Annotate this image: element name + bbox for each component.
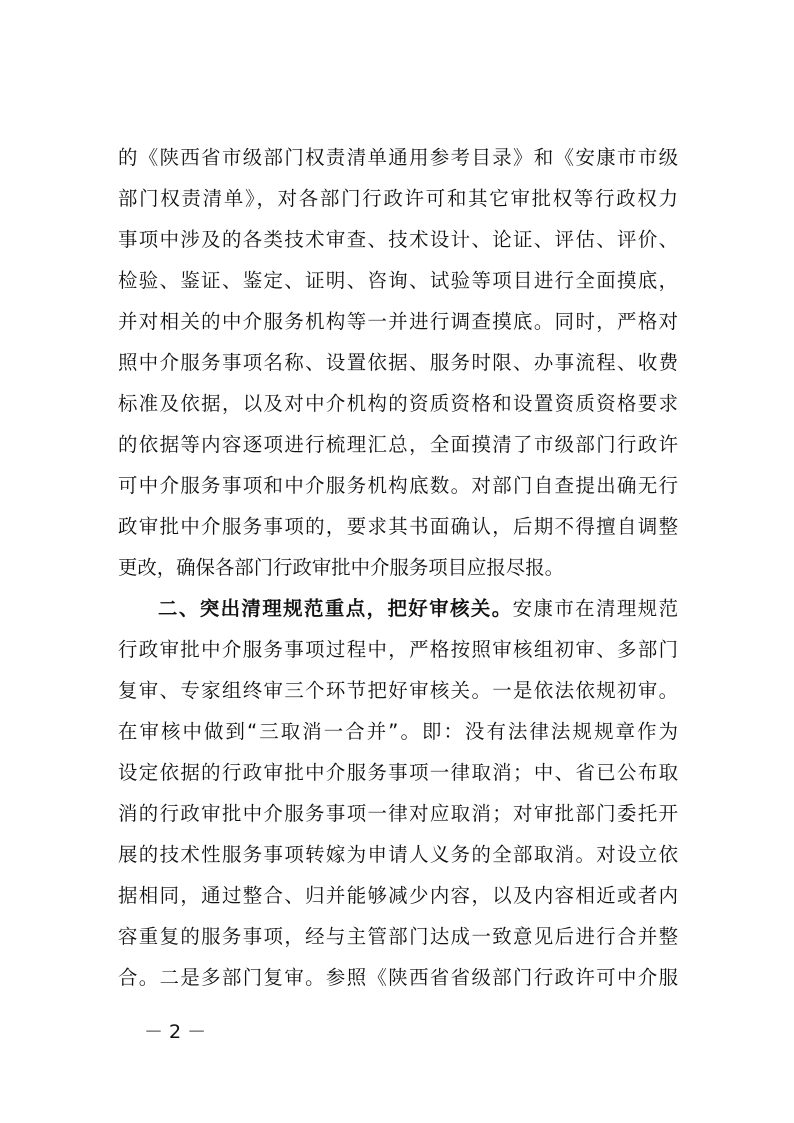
body-text-line: 部门权责清单》，对各部门行政许可和其它审批权等行政权力 xyxy=(118,187,678,210)
body-text-line: 可中介服务事项和中介服务机构底数。对部门自查提出确无行 xyxy=(118,474,678,497)
body-text-line: 照中介服务事项名称、设置依据、服务时限、办事流程、收费 xyxy=(118,351,678,374)
body-text-line: 复审、专家组终审三个环节把好审核关。一是依法依规初审。 xyxy=(118,679,678,702)
section-heading: 二、突出清理规范重点，把好审核关。 xyxy=(158,597,513,620)
body-text-line: 更改，确保各部门行政审批中介服务项目应报尽报。 xyxy=(118,556,564,579)
body-text-line: 合。二是多部门复审。参照《陕西省省级部门行政许可中介服 xyxy=(118,966,678,989)
body-text-line: 并对相关的中介服务机构等一并进行调查摸底。同时，严格对 xyxy=(118,310,678,333)
body-text-line: 事项中涉及的各类技术审查、技术设计、论证、评估、评价、 xyxy=(118,228,678,251)
body-text-line: 在审核中做到“三取消一合并”。即：没有法律法规规章作为 xyxy=(118,720,678,743)
body-text-line: 的《陕西省市级部门权责清单通用参考目录》和《安康市市级 xyxy=(118,146,678,169)
body-text-line: 的依据等内容逐项进行梳理汇总，全面摸清了市级部门行政许 xyxy=(118,433,678,456)
page-number: － 2 － xyxy=(144,1021,207,1043)
body-text-line: 设定依据的行政审批中介服务事项一律取消；中、省已公布取 xyxy=(118,761,678,784)
body-text-line: 检验、鉴证、鉴定、证明、咨询、试验等项目进行全面摸底， xyxy=(118,269,678,292)
body-text-line: 标准及依据，以及对中介机构的资质资格和设置资质资格要求 xyxy=(118,392,678,415)
body-text-line: 据相同，通过整合、归并能够减少内容，以及内容相近或者内 xyxy=(118,884,678,907)
section-two-first-line xyxy=(158,596,678,622)
body-text-line: 容重复的服务事项，经与主管部门达成一致意见后进行合并整 xyxy=(118,925,678,948)
body-text-line: 消的行政审批中介服务事项一律对应取消；对审批部门委托开 xyxy=(118,802,678,825)
body-text-line: 展的技术性服务事项转嫁为申请人义务的全部取消。对设立依 xyxy=(118,843,678,866)
body-text-line: 政审批中介服务事项的，要求其书面确认，后期不得擅自调整 xyxy=(118,515,678,538)
body-text-line: 行政审批中介服务事项过程中，严格按照审核组初审、多部门 xyxy=(118,638,678,661)
section-two-first-text: 安康市在清理规范 xyxy=(512,597,679,620)
